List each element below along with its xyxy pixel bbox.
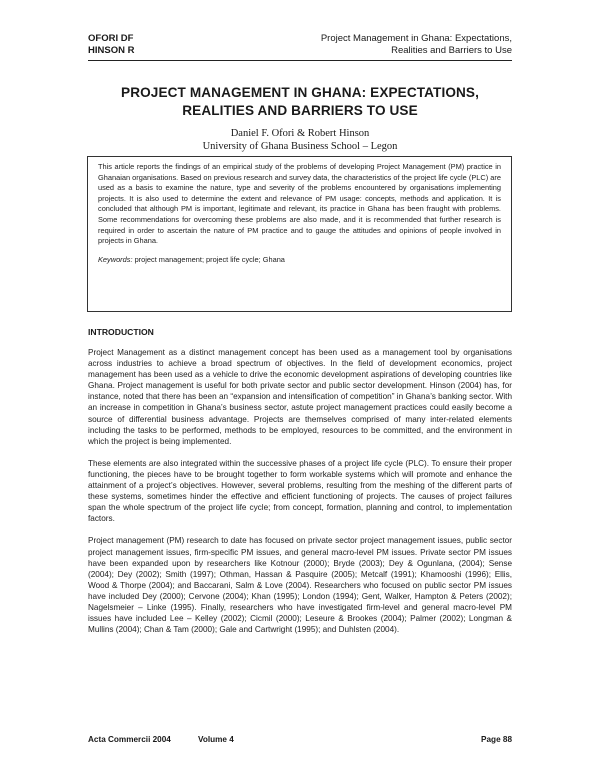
- paper-title: [88, 84, 512, 120]
- paragraph-3: Project management (PM) research to date has focused on private sector project management issues, public sector project management issues, firm-specific PM issues, and general macro-level PM issues. Private sector PM issues have been expanded upon by researchers like Kotnour (2000); Bryde (2003); Dey & Ogunlana, (2004); Sense (2004); Dey (2002); Smith (1997); Othman, Hassan & Pasquire (2005); Metcalf (1991); Khamooshi (1996); Ellis, Wood & Thorpe (2004); and Baccarani, Salm & Love (2004). Researchers who focused on public sector PM issues have included Dey (2000); Cervone (2004); Khan (1995); London (1994); Gent, Walker, Hampton & Peters (2002); Nagelsmeier – Linke (1995). Finally, researchers who have investigated firm-level and general macro-level PM issues have included Lee – Kelley (2002); Cicmil (2000); Leseure & Brookes (2004); Palmer (2002); Longman & Mullins (2004); Chan & Tam (2000); Gale and Cartwright (1995); and Duhlsten (2004).: [88, 536, 512, 635]
- footer-volume: Volume 4: [198, 735, 234, 744]
- footer-journal: Acta Commercii 2004: [88, 735, 171, 744]
- section-heading-introduction: INTRODUCTION: [88, 327, 154, 337]
- abstract-text: This article reports the findings of an empirical study of the problems of developing Project Management (PM) practice in Ghanaian organisations. Based on previous research and survey data, the characteristics of the project life cycle (PLC) are used as a basis to examine the nature, type and severity of the problems encountered by organisations implementing projects. It is also used to determine the extent and relevance of PM usage: concepts, methods and application. It is concluded that although PM is important, legitimate and relevant, its practice in Ghana has been fraught with problems. Some recommendations for overcoming these problems are also made, and it is recommended that further research is required in order to ascertain the nature of PM practice and to gauge the attitudes and opinions of people involved in projects in Ghana.: [98, 162, 501, 246]
- author-affiliation: University of Ghana Business School – Legon: [202, 141, 398, 152]
- footer-page-number: Page 88: [481, 735, 512, 744]
- abstract-box: [87, 156, 512, 312]
- body-text: [88, 347, 512, 646]
- running-header-authors: [88, 33, 134, 57]
- header-divider: [88, 60, 512, 61]
- keywords-line: [98, 255, 501, 266]
- keywords-list: project management; project life cycle; Ghana: [132, 254, 285, 264]
- title-line-2: REALITIES AND BARRIERS TO USE: [182, 103, 418, 118]
- header-author-1: OFORI DF: [88, 33, 134, 44]
- running-header-title: [321, 33, 512, 57]
- header-author-2: HINSON R: [88, 45, 135, 56]
- header-title-line-1: Project Management in Ghana: Expectations,: [320, 33, 512, 44]
- author-names: Daniel F. Ofori & Robert Hinson: [230, 128, 370, 139]
- header-title-line-2: Realities and Barriers to Use: [391, 45, 512, 56]
- paragraph-1: Project Management as a distinct management concept has been used as a management tool by organisations across industries to achieve a broad spectrum of objectives. In the field of development economics, project management has been used as a vehicle to drive the economic development aspirations of developing countries like Ghana. Project management is useful for both private sector and public sector development. Hinson (2004) has, for instance, noted that there has been an “expansion and intensification of competition” in Ghana’s banking sector. With an increase in competition in Ghana’s business sector, astute project management practices could easily become a source of differential business advantage. Projects are themselves comprised of many inter-related elements including the tasks to be performed, methods to be employed, resources to be committed, and the environment in which the project is being implemented.: [88, 348, 512, 446]
- page-footer: [88, 735, 512, 744]
- paragraph-2: These elements are also integrated within the successive phases of a project life cycle (PLC). To ensure their proper functioning, the pieces have to be brought together to form workable systems which will promote and enhance the attainment of a project’s objectives. However, several problems, resulting from the meshing of the different parts of these systems, sometimes hinder the effective and efficient functioning of projects. The causes of project failures span the whole spectrum of the project life cycle; from concept, formation, planning and control, to implementation factors.: [88, 458, 512, 524]
- author-block: [88, 127, 512, 153]
- title-line-1: PROJECT MANAGEMENT IN GHANA: EXPECTATIONS,: [121, 85, 479, 100]
- keywords-label: Keywords:: [98, 254, 133, 264]
